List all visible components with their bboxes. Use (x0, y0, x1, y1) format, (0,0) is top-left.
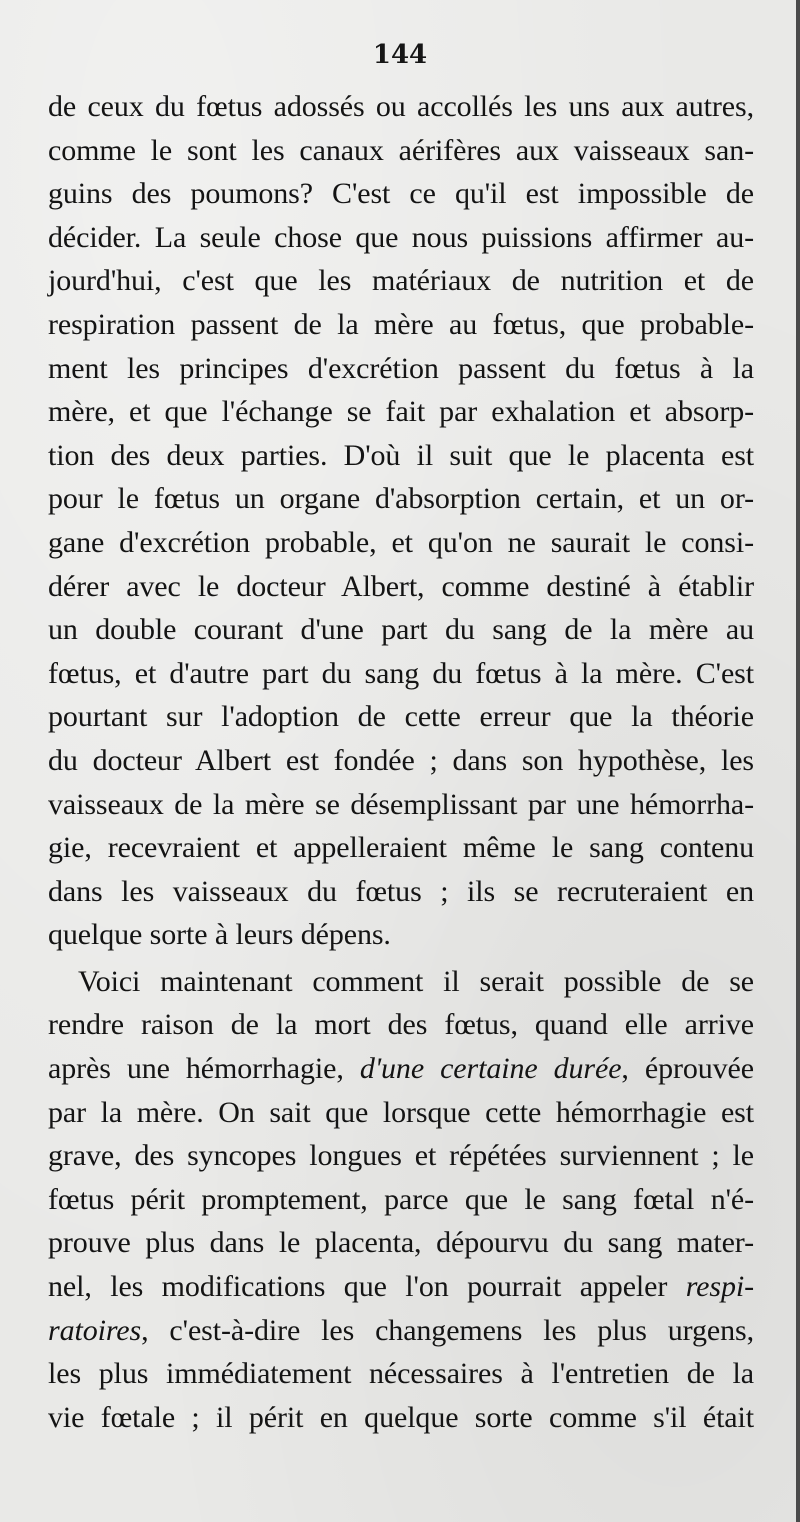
text-line: vaisseaux de la mère se désemplissant par une hémorrha- (48, 787, 754, 821)
text-line: ment les principes d'excrétion passent du fœtus à la (48, 351, 754, 385)
text-line: pourtant sur l'adoption de cette erreur que la théorie (48, 700, 754, 734)
text-line (48, 1265, 754, 1309)
page-number: 144 (372, 40, 428, 70)
text-line: mère, et que l'échange se fait par exhalation et absorp- (48, 395, 754, 429)
italic-phrase: ratoires (48, 1313, 142, 1347)
text-line: quelque sorte à leurs dépens. (48, 918, 391, 952)
text-line: rendre raison de la mort des fœtus, quand elle arrive (48, 1008, 754, 1042)
text-line: gane d'excrétion probable, et qu'on ne saurait le consi- (48, 525, 754, 559)
text-line: de ceux du fœtus adossés ou accollés les uns aux autres, (48, 90, 754, 123)
text-line: respiration passent de la mère au fœtus, que probable- (48, 307, 754, 341)
text-line: grave, des syncopes longues et répétées surviennent ; le (48, 1139, 754, 1173)
text-line: fœtus, et d'autre part du sang du fœtus à la mère. C'est (48, 656, 754, 690)
text-line: les plus immédiatement nécessaires à l'entretien de la (48, 1357, 754, 1391)
text-line: du docteur Albert est fondée ; dans son hypothèse, les (48, 743, 754, 777)
text-segment: , c'est-à-dire les changemens les plus urgens, (141, 1313, 754, 1347)
paragraph-2 (48, 960, 754, 1440)
italic-phrase: respi- (685, 1270, 754, 1304)
text-segment: après une hémorrhagie, (48, 1052, 360, 1086)
text-line: dans les vaisseaux du fœtus ; ils se recruteraient en (48, 874, 754, 908)
text-line: vie fœtale ; il périt en quelque sorte comme s'il était (48, 1400, 754, 1434)
text-line: gie, recevraient et appelleraient même le sang contenu (48, 831, 754, 865)
text-segment: , éprouvée (621, 1052, 754, 1086)
italic-phrase: d'une certaine durée (359, 1052, 622, 1086)
text-line: décider. La seule chose que nous puissions affirmer au- (48, 220, 754, 254)
text-line: Voici maintenant comment il serait possible de se (78, 964, 754, 998)
text-line: tion des deux parties. D'où il suit que le placenta est (48, 438, 754, 472)
paragraph-1 (48, 85, 754, 957)
text-line (48, 1047, 754, 1091)
text-line: prouve plus dans le placenta, dépourvu du sang mater- (48, 1226, 754, 1260)
text-line: un double courant d'une part du sang de la mère au (48, 613, 754, 647)
text-line: fœtus périt promptement, parce que le sang fœtal n'é- (48, 1182, 754, 1216)
text-line: comme le sont les canaux aérifères aux vaisseaux san- (48, 133, 754, 167)
text-line (48, 1309, 754, 1353)
text-line: par la mère. On sait que lorsque cette hémorrhagie est (48, 1095, 754, 1129)
text-line: dérer avec le docteur Albert, comme destiné à établir (48, 569, 754, 603)
text-body (48, 85, 754, 1439)
text-line: pour le fœtus un organe d'absorption certain, et un or- (48, 482, 754, 516)
text-line: guins des poumons? C'est ce qu'il est impossible de (48, 177, 754, 211)
text-line: jourd'hui, c'est que les matériaux de nutrition et de (48, 264, 754, 298)
text-segment: nel, les modifications que l'on pourrait appeler (48, 1270, 686, 1304)
